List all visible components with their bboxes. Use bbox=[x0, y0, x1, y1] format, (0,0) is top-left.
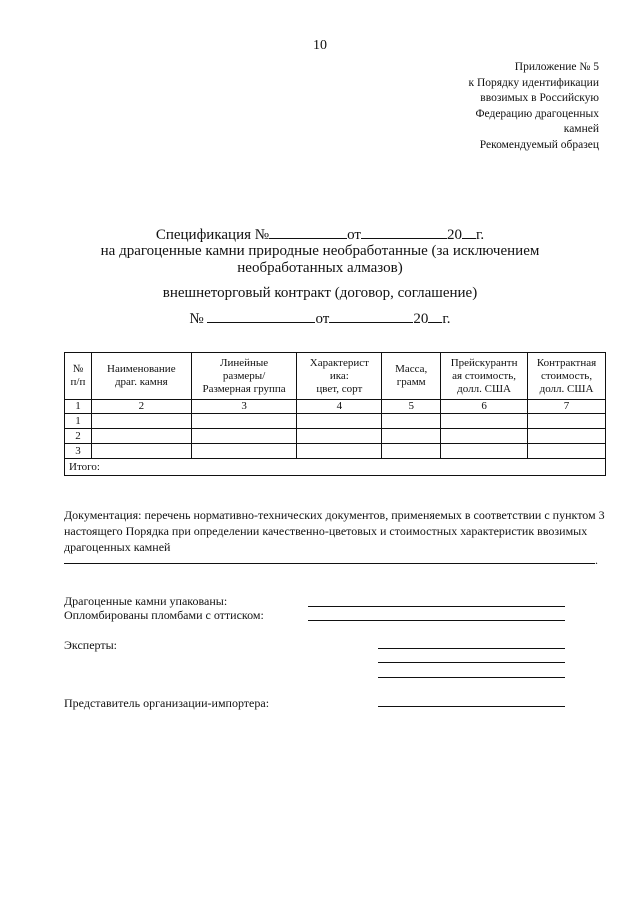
sealed-blank-line bbox=[308, 620, 565, 621]
contract-year-suffix: г. bbox=[442, 311, 451, 327]
subtitle-line: на драгоценные камни природные необработанные (за исключением bbox=[100, 243, 540, 259]
table-cell bbox=[382, 444, 441, 459]
column-number: 6 bbox=[441, 400, 528, 414]
appendix-heading bbox=[420, 60, 599, 153]
spec-year-blank bbox=[462, 225, 476, 239]
total-row bbox=[65, 459, 606, 476]
packed-label: Драгоценные камни упакованы: bbox=[64, 594, 228, 608]
column-number-row bbox=[65, 400, 606, 414]
contract-from: от bbox=[315, 311, 330, 327]
table-cell bbox=[191, 414, 297, 429]
table-cell bbox=[297, 429, 382, 444]
table-cell bbox=[441, 429, 528, 444]
table-cell bbox=[91, 429, 191, 444]
table-cell bbox=[382, 414, 441, 429]
column-number: 4 bbox=[297, 400, 382, 414]
subtitle-line: необработанных алмазов) bbox=[237, 260, 403, 276]
table-cell bbox=[528, 414, 606, 429]
contract-number-line bbox=[0, 309, 640, 328]
expert-signature-line bbox=[378, 648, 565, 649]
appendix-line: Приложение № 5 bbox=[514, 61, 599, 73]
table-header-row bbox=[65, 353, 606, 400]
contract-no-label: № bbox=[189, 311, 204, 327]
representative-label: Представитель организации-импортера: bbox=[64, 696, 270, 710]
row-number: 2 bbox=[65, 429, 92, 444]
table-cell bbox=[297, 444, 382, 459]
table-row bbox=[65, 444, 606, 459]
table-row bbox=[65, 429, 606, 444]
table-cell bbox=[528, 429, 606, 444]
spec-date-blank bbox=[361, 225, 447, 239]
table-cell bbox=[441, 444, 528, 459]
packed-blank-line bbox=[308, 606, 565, 607]
spec-number-blank bbox=[269, 225, 347, 239]
table-cell bbox=[297, 414, 382, 429]
table-row bbox=[65, 414, 606, 429]
col-header-contract-price: Контрактная стоимость, долл. США bbox=[528, 353, 606, 400]
documentation-end: . bbox=[595, 553, 598, 567]
col-header-characteristic: Характерист ика: цвет, сорт bbox=[297, 353, 382, 400]
col-header-price-list: Прейскурантн ая стоимость, долл. США bbox=[441, 353, 528, 400]
table-cell bbox=[191, 429, 297, 444]
column-number: 7 bbox=[528, 400, 606, 414]
table-cell bbox=[382, 429, 441, 444]
appendix-line: Рекомендуемый образец bbox=[479, 138, 599, 151]
specification-table bbox=[64, 352, 606, 476]
row-number: 1 bbox=[65, 414, 92, 429]
spec-prefix: Спецификация № bbox=[155, 227, 270, 243]
column-number: 5 bbox=[382, 400, 441, 414]
column-number: 1 bbox=[65, 400, 92, 414]
experts-label: Эксперты: bbox=[64, 638, 118, 652]
spec-year-suffix: г. bbox=[475, 227, 485, 243]
appendix-line: к Порядку идентификации bbox=[468, 76, 599, 89]
column-number: 2 bbox=[91, 400, 191, 414]
column-number: 3 bbox=[191, 400, 297, 414]
col-header-dimensions: Линейные размеры/ Размерная группа bbox=[191, 353, 297, 400]
total-label: Итого: bbox=[65, 459, 606, 476]
representative-signature-line bbox=[378, 706, 565, 707]
spec-title bbox=[0, 225, 640, 244]
col-header-name: Наименование драг. камня bbox=[91, 353, 191, 400]
expert-signature-line bbox=[378, 662, 565, 663]
documentation-blank-line bbox=[64, 563, 595, 564]
table-cell bbox=[191, 444, 297, 459]
table-cell bbox=[91, 414, 191, 429]
row-number: 3 bbox=[65, 444, 92, 459]
contract-number-blank bbox=[207, 309, 315, 323]
contract-date-blank bbox=[329, 309, 413, 323]
contract-title: внешнеторговый контракт (договор, соглашение) bbox=[162, 285, 478, 301]
spec-from: от bbox=[347, 227, 361, 243]
contract-year-blank bbox=[428, 309, 442, 323]
spec-year: 20 bbox=[446, 227, 462, 243]
col-header-mass: Масса, грамм bbox=[382, 353, 441, 400]
page-number: 10 bbox=[313, 38, 327, 53]
appendix-line: камней bbox=[563, 123, 599, 135]
table-cell bbox=[441, 414, 528, 429]
table-cell bbox=[528, 444, 606, 459]
expert-signature-line bbox=[378, 677, 565, 678]
appendix-line: Федерацию драгоценных bbox=[475, 107, 599, 120]
table-cell bbox=[91, 444, 191, 459]
appendix-line: ввозимых в Российскую bbox=[480, 92, 599, 104]
col-header-number: № п/п bbox=[65, 353, 92, 400]
contract-year: 20 bbox=[413, 311, 429, 327]
documentation-text: Документация: перечень нормативно-технических документов, применяемых в соответствии с пунктом 3 настоящего Порядка при определении качественно-цветовых и стоимостных характеристик ввозимых драгоценных камней bbox=[64, 508, 605, 554]
sealed-label: Опломбированы пломбами с оттиском: bbox=[64, 608, 264, 622]
